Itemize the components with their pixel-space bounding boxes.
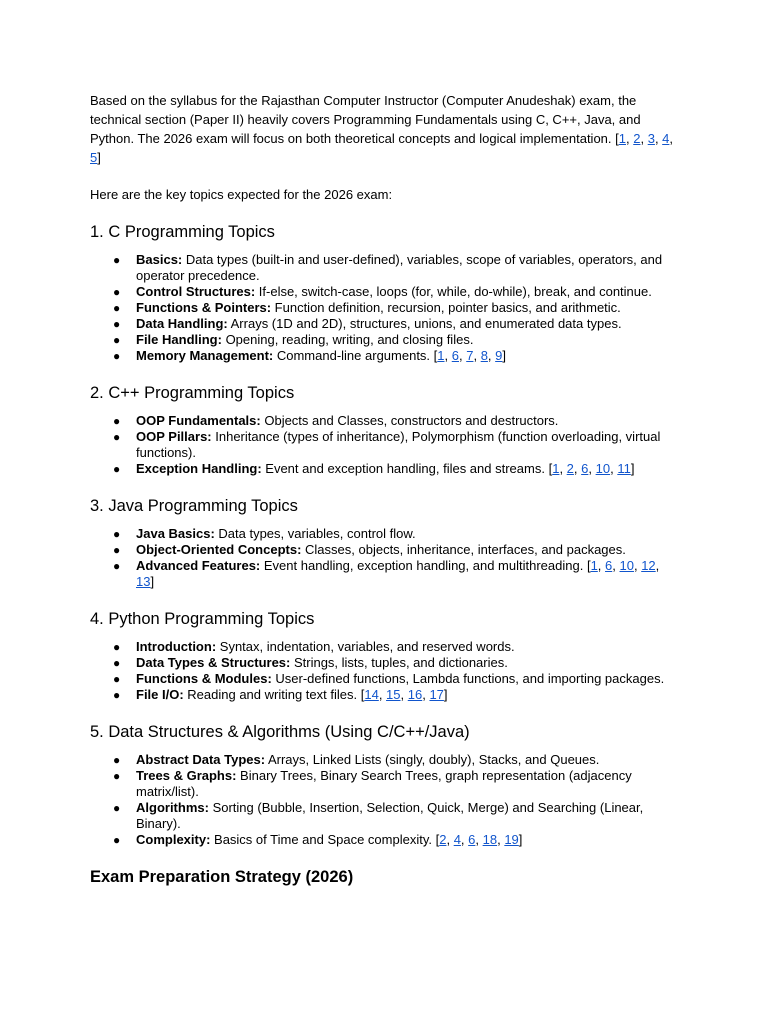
- topic-citations: [1, 6, 7, 8, 9]: [430, 348, 507, 363]
- topic-description: Classes, objects, inheritance, interfaces, and packages.: [301, 542, 626, 557]
- topic-list-item: [90, 655, 680, 671]
- topic-list-item: [90, 768, 680, 800]
- topic-label: Advanced Features:: [136, 558, 261, 573]
- citation-link[interactable]: 7: [466, 348, 474, 363]
- topic-citations: [1, 2, 6, 10, 11]: [544, 461, 635, 476]
- topic-label: Object-Oriented Concepts:: [136, 542, 302, 557]
- citation-link[interactable]: 15: [386, 687, 401, 702]
- topic-description: Objects and Classes, constructors and destructors.: [260, 413, 559, 428]
- topic-label: File Handling:: [136, 332, 222, 347]
- topic-list-item: [90, 558, 680, 590]
- bullet-icon: ●: [113, 527, 121, 541]
- citation-link[interactable]: 6: [468, 832, 476, 847]
- topic-label: File I/O:: [136, 687, 184, 702]
- bullet-icon: ●: [113, 656, 121, 670]
- topic-list-item: [90, 800, 680, 832]
- topic-label: Data Handling:: [136, 316, 228, 331]
- section-heading: 2. C++ Programming Topics: [90, 384, 295, 402]
- topic-list: [90, 252, 680, 364]
- topic-list-item: [90, 413, 680, 429]
- citation-link[interactable]: 4: [662, 131, 670, 146]
- topic-list-item: [90, 752, 680, 768]
- citation-link[interactable]: 3: [647, 131, 655, 146]
- bullet-icon: ●: [113, 833, 121, 847]
- citation-link[interactable]: 6: [451, 348, 459, 363]
- topic-description: Arrays (1D and 2D), structures, unions, and enumerated data types.: [227, 316, 622, 331]
- bullet-icon: ●: [113, 301, 121, 315]
- citation-link[interactable]: 10: [619, 558, 634, 573]
- topic-label: OOP Fundamentals:: [136, 413, 261, 428]
- citation-link[interactable]: 11: [617, 461, 631, 476]
- bullet-icon: ●: [113, 801, 121, 815]
- topic-list: [90, 526, 680, 590]
- citation-link[interactable]: 8: [480, 348, 488, 363]
- citation-link[interactable]: 2: [439, 832, 447, 847]
- topic-label: Trees & Graphs:: [136, 768, 237, 783]
- topic-description: Data types, variables, control flow.: [214, 526, 416, 541]
- bullet-icon: ●: [113, 462, 121, 476]
- topic-list: [90, 413, 680, 477]
- citation-link[interactable]: 1: [590, 558, 598, 573]
- topic-list-item: [90, 429, 680, 461]
- bullet-icon: ●: [113, 672, 121, 686]
- citation-link[interactable]: 18: [482, 832, 498, 847]
- citation-link[interactable]: 5: [90, 150, 98, 165]
- citation-link[interactable]: 12: [641, 558, 656, 573]
- topic-list-item: [90, 542, 680, 558]
- topic-citations: [2, 4, 6, 18, 19]: [431, 832, 523, 847]
- topic-description: Function definition, recursion, pointer basics, and arithmetic.: [271, 300, 621, 315]
- citation-link[interactable]: 6: [581, 461, 589, 476]
- topic-description: Event handling, exception handling, and multithreading.: [260, 558, 584, 573]
- bullet-icon: ●: [113, 543, 121, 557]
- topic-list-item: [90, 687, 680, 703]
- topic-label: Abstract Data Types:: [136, 752, 266, 767]
- topic-label: OOP Pillars:: [136, 429, 212, 444]
- bullet-icon: ●: [113, 349, 121, 363]
- citation-link[interactable]: 1: [552, 461, 560, 476]
- topic-label: Data Types & Structures:: [136, 655, 291, 670]
- topic-description: If-else, switch-case, loops (for, while, do-while), break, and continue.: [255, 284, 652, 299]
- citation-link[interactable]: 10: [595, 461, 611, 476]
- topic-label: Functions & Pointers:: [136, 300, 272, 315]
- lead-paragraph: Here are the key topics expected for the 2026 exam:: [90, 187, 393, 202]
- section-heading: 1. C Programming Topics: [90, 223, 275, 241]
- citation-link[interactable]: 17: [429, 687, 444, 702]
- topic-citations: [14, 15, 16, 17]: [357, 687, 448, 702]
- section-heading: 4. Python Programming Topics: [90, 610, 315, 628]
- bullet-icon: ●: [113, 333, 121, 347]
- topic-label: Memory Management:: [136, 348, 274, 363]
- citation-link[interactable]: 2: [633, 131, 641, 146]
- topic-description: Syntax, indentation, variables, and reserved words.: [216, 639, 515, 654]
- topic-description: Basics of Time and Space complexity.: [210, 832, 432, 847]
- citation-link[interactable]: 14: [364, 687, 379, 702]
- citation-link[interactable]: 1: [618, 131, 626, 146]
- topic-list-item: [90, 639, 680, 655]
- topic-description: Strings, lists, tuples, and dictionaries.: [290, 655, 508, 670]
- intro-text: Based on the syllabus for the Rajasthan Computer Instructor (Computer Anudeshak) exam, the technical section (Paper II) heavily covers Programming Fundamentals using C, C++, Java, and Python. The 2026 exam will focus on both theoretical concepts and logical implementation.: [90, 93, 641, 146]
- topic-description: Command-line arguments.: [273, 348, 431, 363]
- topic-citations: [1, 6, 10, 12, 13]: [136, 558, 660, 589]
- topic-description: Sorting (Bubble, Insertion, Selection, Quick, Merge) and Searching (Linear, Binary).: [136, 800, 644, 831]
- intro-paragraph: [90, 91, 680, 167]
- citation-link[interactable]: 6: [605, 558, 613, 573]
- topic-description: Reading and writing text files.: [183, 687, 358, 702]
- topic-label: Functions & Modules:: [136, 671, 272, 686]
- topic-description: User-defined functions, Lambda functions, and importing packages.: [271, 671, 665, 686]
- topic-list: [90, 752, 680, 848]
- topic-label: Algorithms:: [136, 800, 209, 815]
- final-heading: Exam Preparation Strategy (2026): [90, 868, 354, 886]
- topic-description: Arrays, Linked Lists (singly, doubly), Stacks, and Queues.: [265, 752, 600, 767]
- topic-description: Inheritance (types of inheritance), Polymorphism (function overloading, virtual functions).: [136, 429, 661, 460]
- topic-label: Java Basics:: [136, 526, 215, 541]
- topic-list-item: [90, 526, 680, 542]
- bullet-icon: ●: [113, 753, 121, 767]
- topic-label: Exception Handling:: [136, 461, 262, 476]
- bullet-icon: ●: [113, 769, 121, 783]
- topic-sections: [90, 221, 680, 848]
- topic-list-item: [90, 316, 680, 332]
- bullet-icon: ●: [113, 285, 121, 299]
- bullet-icon: ●: [113, 414, 121, 428]
- citation-link[interactable]: 2: [566, 461, 574, 476]
- bullet-icon: ●: [113, 430, 121, 444]
- topic-list-item: [90, 252, 680, 284]
- topic-list-item: [90, 671, 680, 687]
- topic-label: Complexity:: [136, 832, 211, 847]
- bullet-icon: ●: [113, 317, 121, 331]
- section-heading: 3. Java Programming Topics: [90, 497, 298, 515]
- citation-link[interactable]: 4: [453, 832, 461, 847]
- citation-link[interactable]: 13: [136, 574, 151, 589]
- section-heading: 5. Data Structures & Algorithms (Using C/C++/Java): [90, 723, 470, 741]
- bullet-icon: ●: [113, 559, 121, 573]
- topic-list-item: [90, 284, 680, 300]
- topic-label: Control Structures:: [136, 284, 256, 299]
- topic-description: Opening, reading, writing, and closing files.: [221, 332, 474, 347]
- citation-link[interactable]: 1: [437, 348, 445, 363]
- topic-description: Binary Trees, Binary Search Trees, graph representation (adjacency matrix/list).: [136, 768, 632, 799]
- intro-citations: [1, 2, 3, 4, 5]: [90, 131, 674, 165]
- bullet-icon: ●: [113, 640, 121, 654]
- topic-list: [90, 639, 680, 703]
- bullet-icon: ●: [113, 688, 121, 702]
- citation-link[interactable]: 19: [504, 832, 519, 847]
- topic-list-item: [90, 461, 680, 477]
- bullet-icon: ●: [113, 253, 121, 267]
- topic-description: Event and exception handling, files and streams.: [261, 461, 545, 476]
- topic-description: Data types (built-in and user-defined), variables, scope of variables, operators, and operator precedence.: [136, 252, 663, 283]
- citation-link[interactable]: 9: [495, 348, 503, 363]
- topic-list-item: [90, 300, 680, 316]
- topic-list-item: [90, 332, 680, 348]
- citation-link[interactable]: 16: [407, 687, 423, 702]
- topic-label: Basics:: [136, 252, 183, 267]
- topic-list-item: [90, 348, 680, 364]
- topic-label: Introduction:: [136, 639, 217, 654]
- topic-list-item: [90, 832, 680, 848]
